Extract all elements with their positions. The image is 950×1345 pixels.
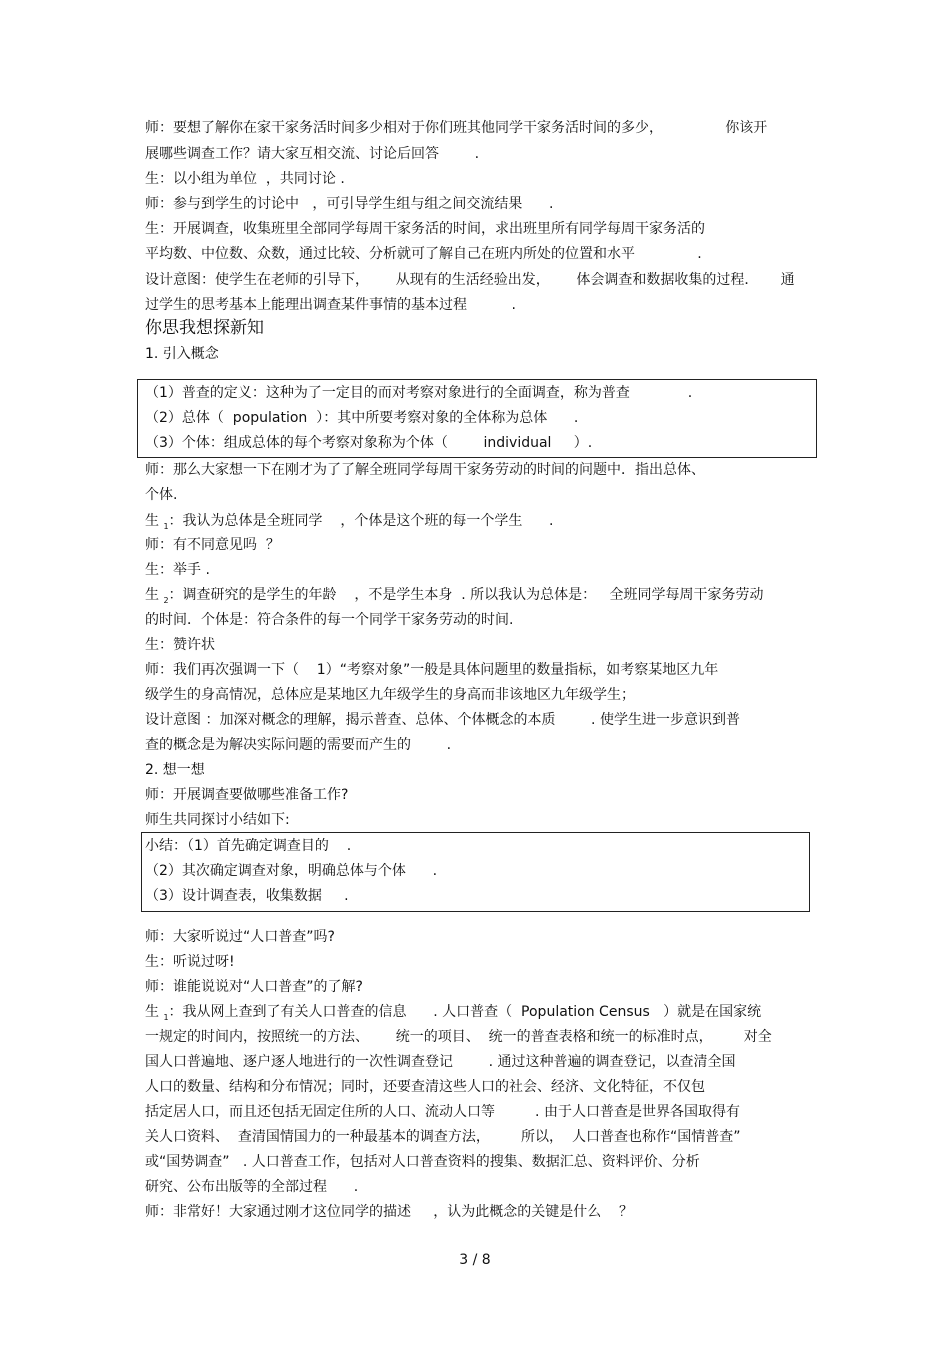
definition-line: （1）普查的定义：这种为了一定目的而对考察对象进行的全面调查，称为普查 . bbox=[145, 385, 693, 401]
text-line: 生：开展调查，收集班里全部同学每周干家务活的时间，求出班里所有同学每周干家务活的 bbox=[145, 221, 705, 237]
text-line: 或“国势调查” . 人口普查工作，包括对人口普查资料的搜集、数据汇总、资料评价、分析 bbox=[145, 1154, 700, 1170]
text-line: 个体. bbox=[145, 487, 178, 503]
subsection-heading: 1. 引入概念 bbox=[145, 346, 219, 362]
text-line: 一规定的时间内，按照统一的方法、 统一的项目、 统一的普查表格和统一的标准时点， 对全 bbox=[145, 1029, 772, 1045]
text-line: 设计意图：使学生在老师的引导下， 从现有的生活经验出发， 体会调查和数据收集的过程． 通 bbox=[145, 272, 795, 288]
text-line: 师：大家听说过“人口普查”吗? bbox=[145, 929, 335, 945]
text-line: 师：有不同意见吗 ？ bbox=[145, 537, 280, 553]
text-line: 关人口资料、 查清国情国力的一种最基本的调查方法， 所以， 人口普查也称作“国情普查” bbox=[145, 1129, 741, 1145]
text-line: 师：那么大家想一下在刚才为了了解全班同学每周干家务劳动的时间的问题中．指出总体、 bbox=[145, 462, 705, 478]
text-line: 国人口普遍地、逐户逐人地进行的一次性调查登记 . 通过这种普遍的调查登记，以查清全国 bbox=[145, 1054, 736, 1070]
text-line: 生：听说过呀! bbox=[145, 954, 235, 970]
text-line: 设计意图 ：加深对概念的理解，揭示普查、总体、个体概念的本质 . 使学生进一步意识到普 bbox=[145, 712, 740, 728]
summary-line: （2）其次确定调查对象，明确总体与个体 . bbox=[145, 863, 438, 879]
summary-line: （3）设计调查表，收集数据 . bbox=[145, 888, 349, 904]
text-line: 人口的数量、结构和分布情况；同时，还要查清这些人口的社会、经济、文化特征，不仅包 bbox=[145, 1079, 705, 1095]
text-line: 过学生的思考基本上能理出调查某件事情的基本过程 . bbox=[145, 297, 516, 313]
text-line: 生：赞许状 bbox=[145, 637, 215, 653]
text-line: 生：举手 . bbox=[145, 562, 210, 578]
text-line: 研究、公布出版等的全部过程 . bbox=[145, 1179, 359, 1195]
text-line: 师：要想了解你在家干家务活时间多少相对于你们班其他同学干家务活时间的多少， 你该开 bbox=[145, 120, 768, 136]
definition-line: （3）个体：组成总体的每个考察对象称为个体（ individual ）. bbox=[145, 435, 593, 451]
text-line: 师：我们再次强调一下（ 1）“考察对象”一般是具体问题里的数量指标，如考察某地区九年 bbox=[145, 662, 719, 678]
text-line: 括定居人口，而且还包括无固定住所的人口、流动人口等 . 由于人口普查是世界各国取得有 bbox=[145, 1104, 740, 1120]
text-line: 级学生的身高情况，总体应是某地区九年级学生的身高而非该地区九年级学生； bbox=[145, 687, 635, 703]
text-line: 展哪些调查工作？请大家互相交流、讨论后回答 . bbox=[145, 146, 480, 162]
definition-line: （2）总体（ population ）：其中所要考察对象的全体称为总体 . bbox=[145, 410, 579, 426]
text-line: 师：非常好！大家通过刚才这位同学的描述 ，认为此概念的关键是什么 ？ bbox=[145, 1204, 634, 1220]
text-line: 生 $_1$：我认为总体是全班同学 ，个体是这个班的每一个学生 . bbox=[145, 513, 554, 531]
text-line: 平均数、中位数、众数，通过比较、分析就可了解自己在班内所处的位置和水平 . bbox=[145, 246, 702, 262]
subsection-heading: 2. 想一想 bbox=[145, 762, 205, 778]
text-line: 生 $_2$：调查研究的是学生的年龄 ，不是学生本身 . 所以我认为总体是： 全班同学每周干家务劳动 bbox=[145, 587, 764, 605]
text-line: 师：谁能说说对“人口普查”的了解? bbox=[145, 979, 363, 995]
summary-line: 小结：（1）首先确定调查目的 . bbox=[145, 838, 352, 854]
text-line: 师：参与到学生的讨论中 ，可引导学生组与组之间交流结果 . bbox=[145, 196, 554, 212]
text-line: 生 $_1$：我从网上查到了有关人口普查的信息 . 人口普查（ Population Census ）就是在国家统 bbox=[145, 1004, 762, 1022]
section-heading: 你思我想探新知 bbox=[145, 318, 264, 338]
text-line: 师：开展调查要做哪些准备工作? bbox=[145, 787, 349, 803]
page-number: 3 / 8 bbox=[459, 1252, 491, 1268]
text-line: 的时间．个体是：符合条件的每一个同学干家务劳动的时间. bbox=[145, 612, 514, 628]
text-line: 查的概念是为解决实际问题的需要而产生的 . bbox=[145, 737, 452, 753]
text-line: 生：以小组为单位 ，共同讨论 . bbox=[145, 171, 345, 187]
text-line: 师生共同探讨小结如下: bbox=[145, 812, 290, 828]
